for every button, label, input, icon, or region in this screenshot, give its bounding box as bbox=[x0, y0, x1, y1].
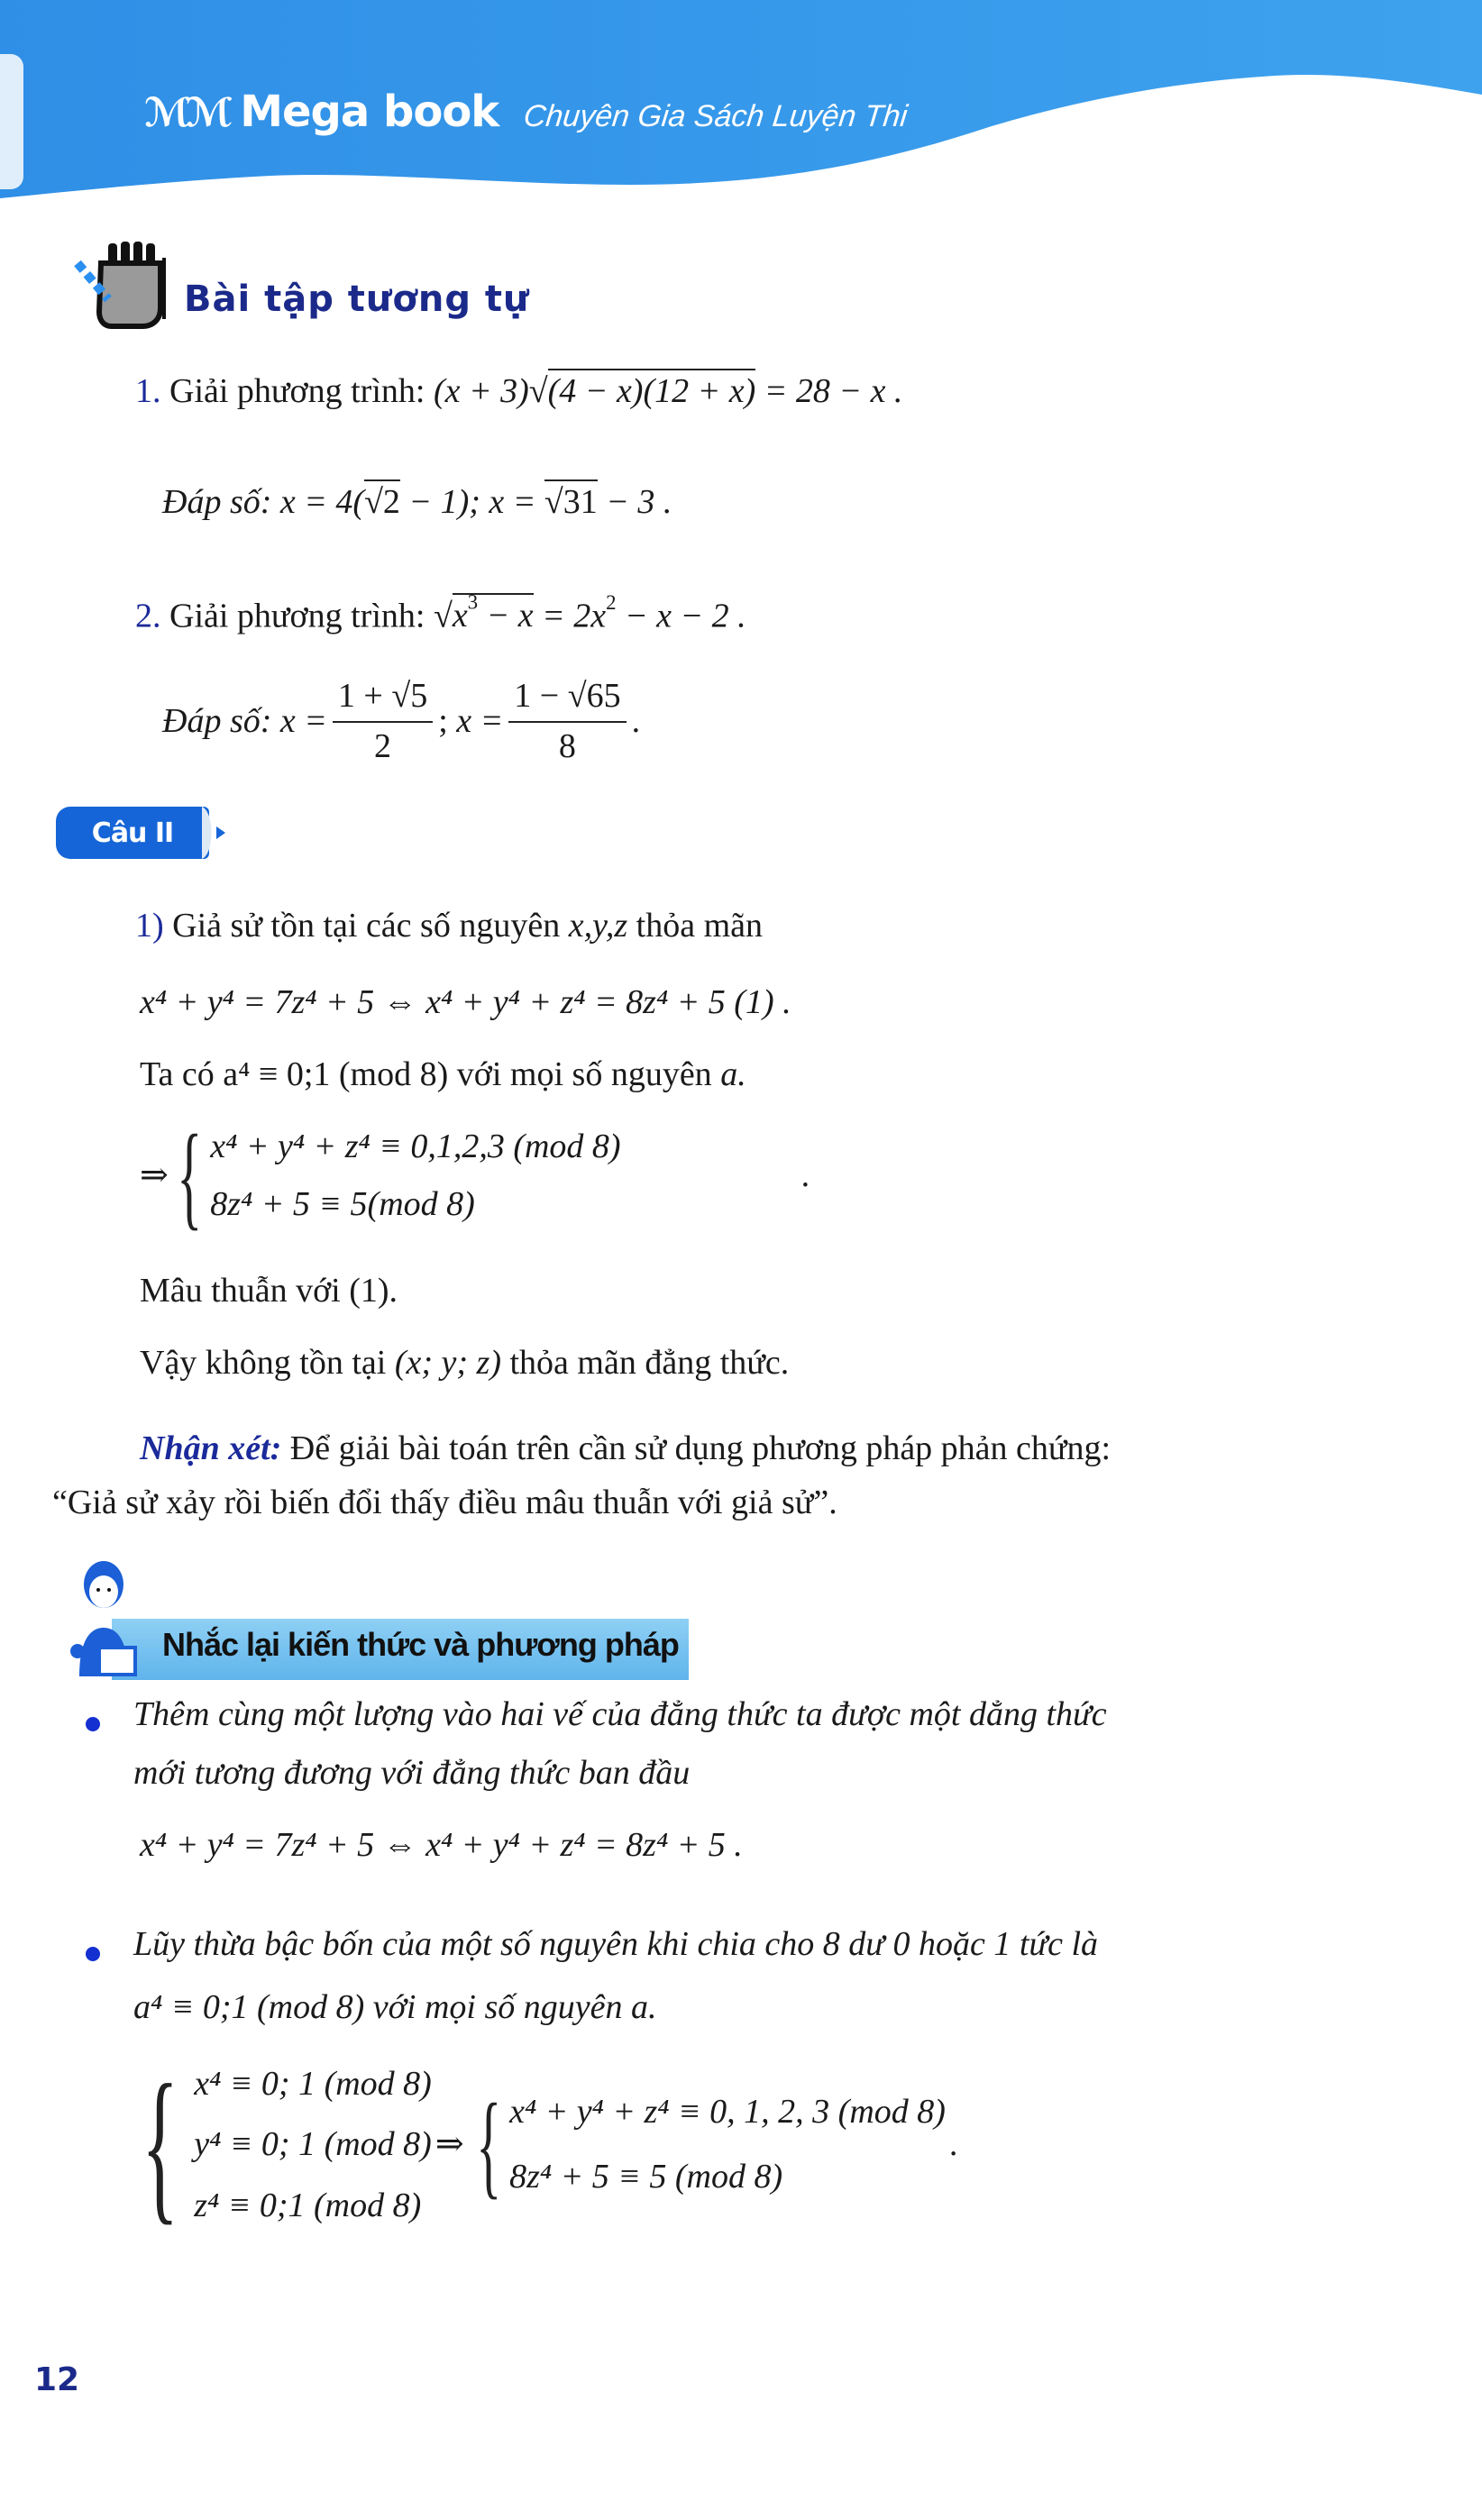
fraction-numerator: 1 + √5 bbox=[333, 676, 433, 723]
text: . bbox=[948, 2125, 958, 2164]
answer-part: − 1); x = bbox=[399, 483, 544, 521]
fraction-denominator: 2 bbox=[374, 726, 392, 765]
answer-part: x = bbox=[279, 701, 327, 740]
recall-title: Nhắc lại kiến thức và phương pháp bbox=[162, 1626, 679, 1663]
recall-bullet-2-line-1: Lũy thừa bậc bốn của một số nguyên khi chia cho 8 dư 0 hoặc 1 tức là bbox=[133, 1925, 1099, 1963]
problem-1: 1. Giải phương trình: (x + 3)√(4 − x)(12 + x) = 28 − x . bbox=[135, 371, 902, 413]
system-row: 8z⁴ + 5 ≡ 5 (mod 8) bbox=[509, 2158, 783, 2196]
question-badge: Câu II bbox=[56, 807, 209, 859]
section-title-similar bbox=[72, 236, 530, 335]
implies-arrow: ⇒ bbox=[435, 2125, 464, 2164]
equation-radicand: (4 − x)(12 + x) bbox=[548, 369, 756, 410]
bullet-icon bbox=[86, 1947, 100, 1961]
remark-quote: “Giả sử xảy rồi biến đổi thấy điều mâu thuẫn với giả sử”. bbox=[52, 1484, 837, 1521]
brand-name: Mega book bbox=[240, 87, 499, 137]
recall-bullet-1-line-1: Thêm cùng một lượng vào hai vế của đẳng thức ta được một dẳng thức bbox=[133, 1695, 1107, 1733]
system-row: x⁴ + y⁴ + z⁴ ≡ 0, 1, 2, 3 (mod 8) bbox=[509, 2093, 946, 2132]
fraction bbox=[508, 676, 626, 767]
bullet-icon bbox=[86, 1717, 100, 1731]
page-edge-decoration bbox=[0, 54, 23, 189]
implies-arrow: ⇒ bbox=[140, 1156, 169, 1195]
equation-part: x bbox=[452, 597, 468, 635]
brand-tagline: Chuyên Gia Sách Luyện Thi bbox=[522, 99, 910, 133]
equation-part: − x − 2 . bbox=[616, 597, 746, 635]
recall-system bbox=[126, 2050, 958, 2240]
fraction-numerator: 1 − √65 bbox=[508, 676, 626, 723]
math-var: a. bbox=[720, 1055, 746, 1093]
answer-label: Đáp số: bbox=[162, 701, 272, 740]
answer-part: x = bbox=[456, 701, 504, 740]
answer-2 bbox=[162, 676, 640, 767]
system-row: y⁴ ≡ 0; 1 (mod 8) bbox=[194, 2125, 432, 2164]
answer-part: √31 bbox=[544, 479, 598, 521]
text: thỏa mãn đẳng thức. bbox=[509, 1344, 790, 1382]
recall-equation: x⁴ + y⁴ = 7z⁴ + 5 ⇔ x⁴ + y⁴ + z⁴ = 8z⁴ + 5 . bbox=[140, 1826, 743, 1864]
teacher-icon bbox=[63, 1550, 144, 1685]
problem-prompt: Giải phương trình: bbox=[169, 597, 425, 635]
pencil-tip-icon bbox=[202, 807, 240, 859]
equation-part: 3 bbox=[467, 591, 479, 614]
text: Giả sử tồn tại các số nguyên bbox=[172, 907, 561, 945]
text: Ta có a⁴ ≡ 0;1 (mod 8) với mọi số nguyên bbox=[140, 1055, 712, 1093]
equation-part: = 28 − x . bbox=[764, 372, 903, 410]
part-label: 1) bbox=[135, 907, 164, 945]
hand-pencil-icon bbox=[72, 236, 171, 335]
answer-1 bbox=[162, 482, 672, 524]
problem-prompt: Giải phương trình: bbox=[169, 372, 425, 410]
cau2-conclusion bbox=[140, 1343, 789, 1384]
equation-part: 2 bbox=[606, 591, 617, 614]
remark-text: Để giải bài toán trên cần sử dụng phương pháp phản chứng: bbox=[289, 1429, 1112, 1467]
remark-label: Nhận xét: bbox=[140, 1429, 282, 1467]
problem-number: 2. bbox=[135, 597, 161, 635]
equation-part: (x + 3) bbox=[433, 372, 529, 410]
remark bbox=[140, 1429, 1111, 1470]
system-row: 8z⁴ + 5 ≡ 5(mod 8) bbox=[210, 1185, 475, 1223]
system-row: x⁴ + y⁴ + z⁴ ≡ 0,1,2,3 (mod 8) bbox=[210, 1128, 621, 1166]
cau2-contradiction: Mâu thuẫn với (1). bbox=[140, 1272, 398, 1310]
left-brace: { bbox=[177, 1111, 203, 1241]
cau2-line-1 bbox=[135, 906, 763, 947]
system-row: z⁴ ≡ 0;1 (mod 8) bbox=[194, 2186, 422, 2224]
brand-mark-icon: ℳℳ bbox=[144, 90, 228, 136]
text: thỏa mãn bbox=[636, 907, 763, 945]
answer-part: √2 bbox=[364, 479, 400, 521]
math-vars: x,y,z bbox=[568, 907, 628, 945]
cau2-system bbox=[140, 1111, 810, 1241]
brand-logo bbox=[144, 87, 910, 137]
answer-part: − 3 . bbox=[597, 483, 672, 521]
answer-part: . bbox=[631, 701, 641, 740]
text: . bbox=[800, 1156, 810, 1195]
math-tuple: (x; y; z) bbox=[394, 1344, 501, 1382]
fraction bbox=[333, 676, 433, 767]
problem-2: 2. Giải phương trình: $√x^3 - x = 2x^2 - x - 2$ . bbox=[135, 591, 746, 635]
left-brace: { bbox=[475, 2080, 501, 2210]
cau2-equation: x⁴ + y⁴ = 7z⁴ + 5 ⇔ x⁴ + y⁴ + z⁴ = 8z⁴ + 5 (1) . bbox=[140, 983, 791, 1021]
answer-part: ; bbox=[438, 701, 448, 740]
problem-number: 1. bbox=[135, 372, 161, 410]
equation-part: − x bbox=[478, 597, 534, 635]
section-title-text: Bài tập tương tự bbox=[184, 278, 530, 320]
cau2-line-3 bbox=[140, 1055, 746, 1096]
fraction-denominator: 8 bbox=[558, 726, 576, 765]
text: Vậy không tồn tại bbox=[140, 1344, 387, 1382]
equation-part: = 2x bbox=[533, 597, 607, 635]
answer-label: Đáp số: bbox=[162, 483, 272, 521]
recall-bullet-2-line-2: a⁴ ≡ 0;1 (mod 8) với mọi số nguyên a. bbox=[133, 1988, 657, 2026]
system-row: x⁴ ≡ 0; 1 (mod 8) bbox=[194, 2064, 432, 2103]
left-brace: { bbox=[142, 2050, 179, 2240]
answer-part: x = 4( bbox=[279, 483, 365, 521]
page-number: 12 bbox=[34, 2361, 80, 2398]
recall-bullet-1-line-2: mới tương đương với đẳng thức ban đầu bbox=[133, 1754, 691, 1792]
